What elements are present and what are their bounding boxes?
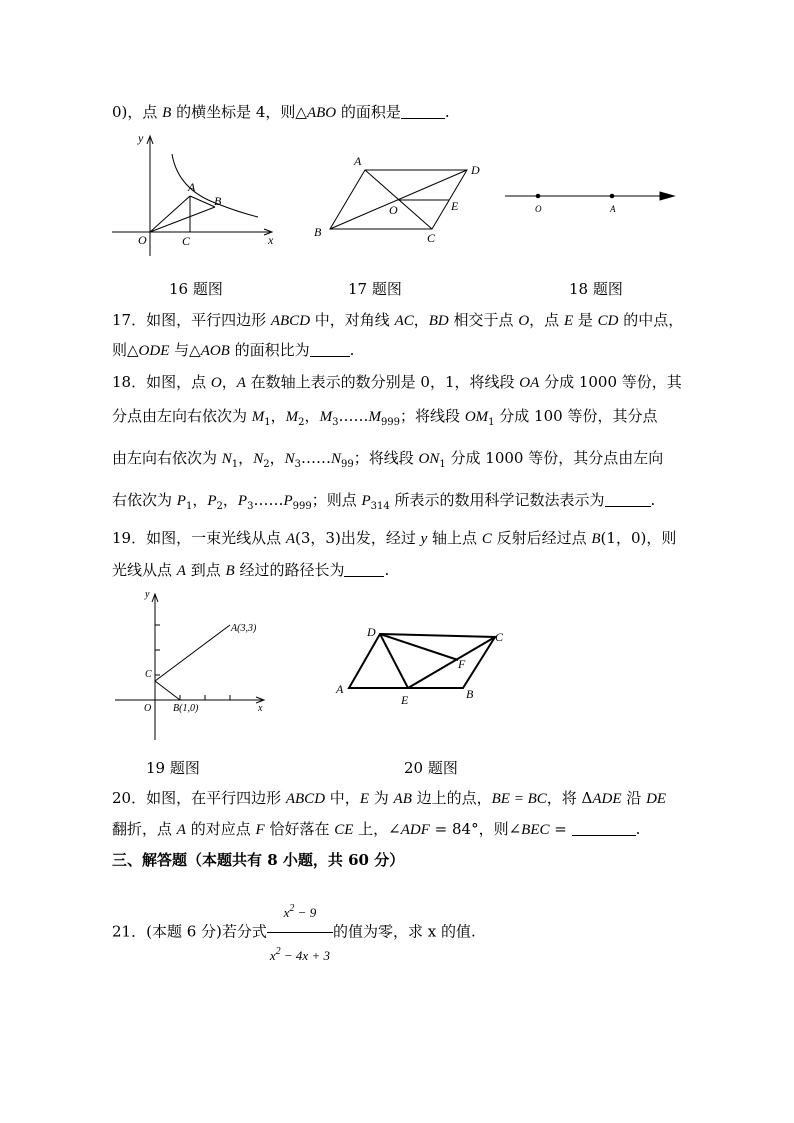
- f18-label-a: A: [610, 204, 616, 214]
- section-heading-answers: 三、解答题（本题共有 8 小题，共 60 分）: [112, 851, 405, 869]
- f19-label-o: O: [144, 703, 152, 714]
- f16-segment-ob: [150, 207, 215, 232]
- q18-line2: 分点由左向右依次为 $M_1$，$M_2$，$M_3\dots\dots M_{999}$；将线段 $OM_1$ 分成 100 等份，其分点: [112, 407, 658, 428]
- f19-ray-cb: [155, 681, 180, 700]
- f16-label-y: y: [138, 131, 144, 145]
- q17-line1: 17．如图，平行四边形 ABCD 中，对角线 AC，BD 相交于点 O，点 E 是 CD 的中点，: [112, 311, 684, 329]
- q21-line: 21．(本题 6 分)若分式 $\frac{x^2 - 9}{x^2 - 4x + 3}$ 的值为零，求 x 的值.: [112, 890, 476, 975]
- f19-label-a: A(3,3): [231, 623, 257, 634]
- f16-label-a: A: [188, 180, 196, 194]
- caption-fig16: 16 题图: [169, 280, 223, 298]
- f20-label-c: C: [495, 630, 504, 644]
- f20-label-e: E: [401, 693, 409, 707]
- figure-19: [110, 585, 280, 745]
- f17-label-c: C: [427, 231, 436, 245]
- f20-label-d: D: [367, 625, 376, 639]
- f20-label-b: B: [466, 687, 474, 701]
- q18-line4: 右依次为 $P_1$，$P_2$，$P_3\dots\dots P_{999}$；则点 $P_{314}$ 所表示的数用科学记数法表示为 .: [112, 491, 656, 512]
- q18-line3: 由左向右依次为 $N_1$，$N_2$，$N_3\dots\dots N_{99}$；将线段 $ON_1$ 分成 1000 等份，其分点由左向: [112, 449, 664, 470]
- f19-label-c: C: [145, 669, 152, 680]
- caption-fig17: 17 题图: [348, 280, 402, 298]
- f19-ray-ac: [155, 625, 230, 681]
- caption-fig19: 19 题图: [146, 759, 200, 777]
- f17-label-e: E: [451, 199, 459, 213]
- f19-label-x: x: [258, 703, 263, 714]
- caption-fig20: 20 题图: [404, 759, 458, 777]
- f20-segment-ec: [408, 637, 495, 688]
- answer-blank-18[interactable]: [605, 492, 651, 507]
- q19-line2: 光线从点 A 到点 B 经过的路径长为 .: [112, 561, 390, 579]
- q19-line1: 19．如图，一束光线从点 A(3，3)出发，经过 y 轴上点 C 反射后经过点 B(1，0)，则: [112, 529, 677, 547]
- answer-blank-20[interactable]: [572, 821, 636, 836]
- f18-point-o: [536, 194, 540, 198]
- f17-label-o: O: [389, 203, 398, 217]
- q21-fraction: $\frac{x^2 - 9}{x^2 - 4x + 3}$: [267, 890, 333, 975]
- answer-blank-16[interactable]: [401, 104, 445, 119]
- q20-line2: 翻折，点 A 的对应点 F 恰好落在 CE 上，∠ADF = 84°，则∠BEC = .: [112, 820, 641, 838]
- f16-label-c: C: [182, 234, 191, 248]
- f18-arrow: [660, 192, 674, 200]
- f18-label-o: O: [535, 204, 542, 214]
- figure-16: [108, 128, 288, 263]
- q16-tail-line: 0)，点 B 的横坐标是 4，则△ABO 的面积是 .: [112, 103, 450, 121]
- f19-label-y: y: [145, 589, 150, 600]
- f19-label-b: B(1,0): [173, 703, 199, 714]
- f17-label-b: B: [314, 225, 322, 239]
- answer-blank-19[interactable]: [344, 562, 384, 577]
- figure-20: [330, 620, 520, 710]
- f17-label-a: A: [354, 154, 362, 168]
- f20-label-a: A: [336, 682, 344, 696]
- f20-label-f: F: [458, 657, 466, 671]
- f18-point-a: [610, 194, 614, 198]
- f17-label-d: D: [471, 163, 480, 177]
- answer-blank-17[interactable]: [310, 342, 350, 357]
- q20-line1: 20．如图，在平行四边形 ABCD 中，E 为 AB 边上的点，BE = BC，将 ΔADE 沿 DE: [112, 789, 667, 807]
- f16-segment-oa: [150, 196, 190, 232]
- f16-label-o: O: [138, 233, 147, 247]
- q18-line1: 18．如图，点 O，A 在数轴上表示的数分别是 0，1，将线段 OA 分成 1000 等份，其: [112, 373, 682, 391]
- caption-fig18: 18 题图: [569, 280, 623, 298]
- figure-17: [305, 150, 495, 245]
- f16-label-x: x: [268, 233, 274, 247]
- figure-18: [500, 185, 680, 220]
- f16-label-b: B: [214, 194, 222, 208]
- q17-line2: 则△ODE 与△AOB 的面积比为 .: [112, 341, 355, 359]
